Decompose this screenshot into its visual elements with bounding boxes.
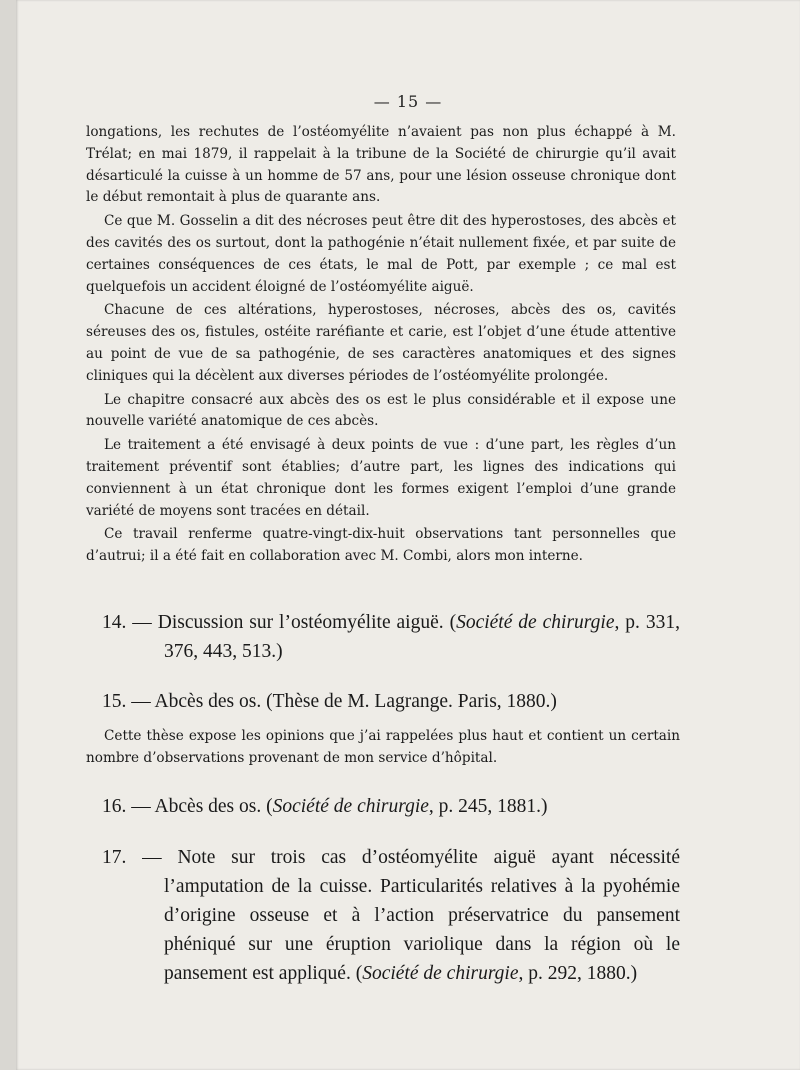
- entry-15-note: Cette thèse expose les opinions que j’ai rappelées plus haut et contient un certain nombre d’observations provenant de mon service d’hôpital.: [86, 728, 680, 766]
- paragraph-chapitre: Le chapitre consacré aux abcès des os est le plus considérable et il expose une nouvelle variété anatomique de ces abcès.: [86, 391, 676, 430]
- paragraph-observations: Ce travail renferme quatre-vingt-dix-huit observations tant personnelles que d’autrui; il a été fait en collaboration avec M. Combi, alors mon interne.: [86, 526, 676, 565]
- entry-15: [86, 687, 680, 716]
- entry-17-reference: Société de chirurgie: [362, 962, 519, 984]
- entry-16-reference: Société de chirurgie: [272, 795, 429, 817]
- entry-16-text: 16. — Abcès des os. (: [102, 795, 273, 817]
- entry-16-pages: , p. 245, 1881.): [428, 795, 548, 817]
- entry-14-text: 14. — Discussion sur l’ostéomyélite aiguë. (: [102, 612, 457, 633]
- paragraph-continuation: longations, les rechutes de l’ostéomyélite n’avaient pas non plus échappé à M. Trélat; en mai 1879, il rappelait à la tribune de la Société de chirurgie qu’il avait désarticulé la cuisse à un homme de 57 ans, pour une lésion osseuse chronique dont le début remontait à plus de quarante ans.: [86, 124, 676, 206]
- paragraph-gosselin: Ce que M. Gosselin a dit des nécroses peut être dit des hyperostoses, des abcès et des cavités des os surtout, dont la pathogénie n’était nullement fixée, et par suite de certaines conséquences de ces états, le mal de Pott, par exemple ; ce mal est quelquefois un accident éloigné de l’ostéomyélite aiguë.: [86, 213, 676, 295]
- entry-14-reference: Société de chirurgie: [456, 612, 615, 633]
- page-number: — 15 —: [373, 92, 443, 111]
- entry-14-pages: , p. 331, 376, 443, 513.): [164, 612, 680, 662]
- entry-16: [86, 792, 680, 821]
- entry-17: [86, 843, 680, 988]
- entry-15-text: 15. — Abcès des os. (Thèse de M. Lagrange. Paris, 1880.): [102, 691, 557, 712]
- paragraph-traitement: Le traitement a été envisagé à deux points de vue : d’une part, les règles d’un traitement préventif sont établies; d’autre part, les lignes des indications qui conviennent à un état chronique dont les formes exigent l’emploi d’une grande variété de moyens sont tracées en détail.: [86, 437, 676, 519]
- entry-14: [86, 608, 680, 666]
- entry-17-text: 17. — Note sur trois cas d’ostéomyélite aiguë ayant nécessité l’amputation de la cuisse. Particularités relatives à la pyohémie d’origine osseuse et à l’action préservatrice du pansement phéniqué sur une éruption variolique dans la région où le pansement est appliqué. (: [102, 846, 680, 984]
- paragraph-alterations: Chacune de ces altérations, hyperostoses, nécroses, abcès des os, cavités séreuses des os, fistules, ostéite raréfiante et carie, est l’objet d’une étude attentive au point de vue de sa pathogénie, de ses caractères anatomiques et des signes cliniques qui la décèlent aux diverses périodes de l’ostéomyélite prolongée.: [86, 302, 676, 384]
- entry-17-pages: , p. 292, 1880.): [518, 962, 638, 984]
- body-text: [86, 122, 676, 570]
- document-page: [16, 0, 800, 1070]
- bibliography-entries: [86, 608, 680, 988]
